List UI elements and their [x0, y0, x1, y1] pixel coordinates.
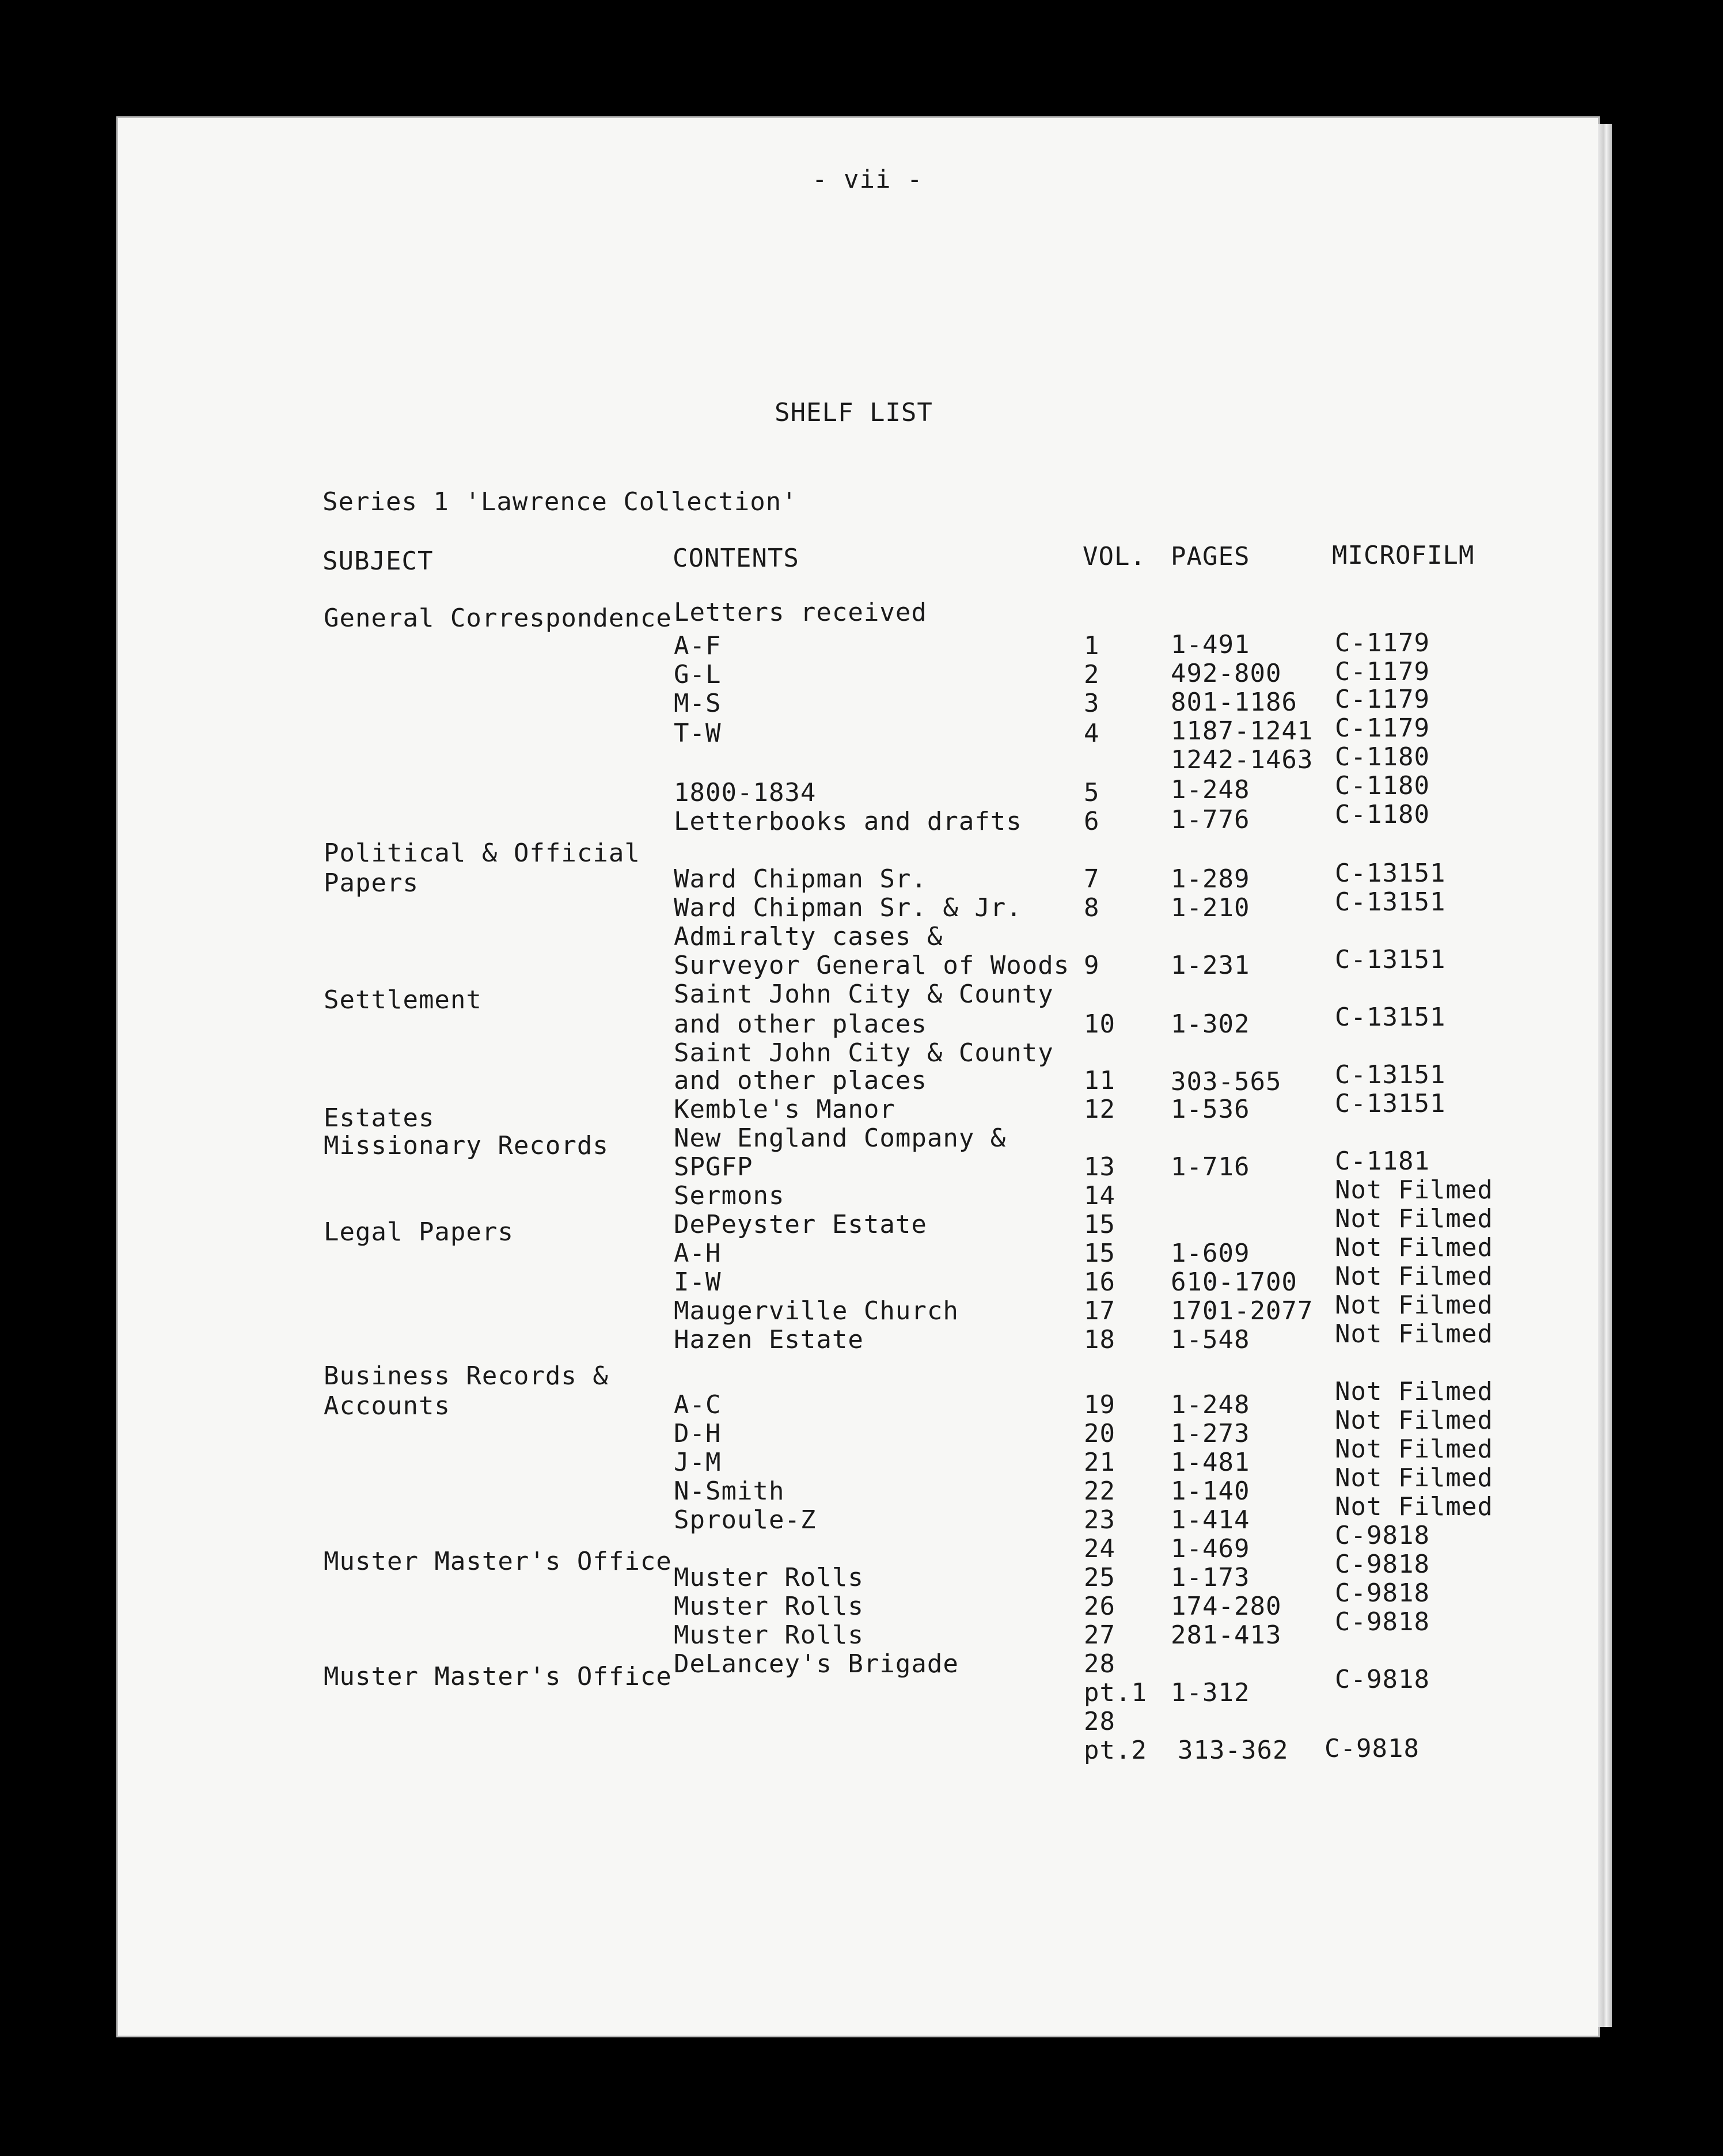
- pages-cell: 1-173: [1171, 1563, 1250, 1592]
- vol-cell: 11: [1084, 1066, 1115, 1095]
- microfilm-cell: C-9818: [1335, 1665, 1430, 1694]
- contents-cell: Muster Rolls: [674, 1563, 864, 1592]
- pages-cell: 1-273: [1171, 1419, 1250, 1448]
- microfilm-cell: C-9818: [1335, 1578, 1430, 1608]
- contents-cell: Surveyor General of Woods: [674, 951, 1070, 980]
- microfilm-cell: C-1180: [1335, 800, 1430, 829]
- microfilm-cell: C-9818: [1335, 1607, 1430, 1637]
- vol-cell: 14: [1084, 1181, 1115, 1210]
- contents-cell: A-F: [674, 631, 722, 661]
- vol-cell: 2: [1084, 660, 1100, 689]
- pages-cell: 1-609: [1171, 1239, 1250, 1268]
- pages-cell: 313-362: [1178, 1736, 1289, 1765]
- column-header-pages: PAGES: [1171, 542, 1250, 571]
- pages-cell: 1-248: [1171, 1390, 1250, 1419]
- pages-cell: 1-776: [1171, 805, 1250, 834]
- subject-cell: Estates: [324, 1103, 435, 1133]
- contents-cell: I-W: [674, 1267, 722, 1297]
- microfilm-cell: C-13151: [1335, 1089, 1446, 1118]
- subject-cell: Missionary Records: [324, 1131, 609, 1160]
- pages-cell: 610-1700: [1171, 1267, 1297, 1297]
- microfilm-cell: C-1179: [1335, 657, 1430, 686]
- microfilm-cell: C-13151: [1335, 1003, 1446, 1032]
- pages-cell: 281-413: [1171, 1620, 1282, 1650]
- vol-cell: 12: [1084, 1095, 1115, 1124]
- page-title: SHELF LIST: [775, 398, 933, 427]
- pages-cell: 1-210: [1171, 893, 1250, 923]
- microfilm-cell: Not Filmed: [1335, 1233, 1493, 1262]
- contents-cell: Ward Chipman Sr. & Jr.: [674, 893, 1022, 923]
- pages-cell: 1-248: [1171, 775, 1250, 804]
- vol-cell: 1: [1084, 631, 1100, 661]
- vol-cell: 7: [1084, 864, 1100, 894]
- vol-cell: 21: [1084, 1448, 1115, 1477]
- microfilm-cell: C-13151: [1335, 1060, 1446, 1090]
- subject-cell: Muster Master's Office: [324, 1547, 672, 1576]
- contents-cell: Kemble's Manor: [674, 1095, 895, 1124]
- microfilm-cell: Not Filmed: [1335, 1463, 1493, 1493]
- microfilm-cell: C-1180: [1335, 742, 1430, 772]
- vol-cell: 10: [1084, 1009, 1115, 1039]
- vol-cell: 15: [1084, 1239, 1115, 1268]
- vol-cell: 18: [1084, 1325, 1115, 1354]
- vol-cell: 28: [1084, 1649, 1115, 1679]
- microfilm-cell: Not Filmed: [1335, 1434, 1493, 1464]
- microfilm-cell: C-13151: [1335, 887, 1446, 917]
- vol-cell: 20: [1084, 1419, 1115, 1448]
- contents-cell: and other places: [674, 1009, 927, 1039]
- contents-cell: Hazen Estate: [674, 1325, 864, 1354]
- microfilm-cell: C-13151: [1335, 945, 1446, 974]
- contents-cell: Maugerville Church: [674, 1296, 959, 1326]
- vol-cell: 13: [1084, 1152, 1115, 1182]
- microfilm-cell: C-1180: [1335, 771, 1430, 800]
- contents-cell: T-W: [674, 719, 722, 748]
- microfilm-cell: C-13151: [1335, 859, 1446, 888]
- pages-cell: 1-140: [1171, 1476, 1250, 1506]
- vol-cell: pt.1: [1084, 1678, 1147, 1707]
- subject-cell: Political & Official: [324, 838, 640, 868]
- microfilm-cell: Not Filmed: [1335, 1377, 1493, 1406]
- contents-cell: N-Smith: [674, 1476, 785, 1506]
- contents-cell: Saint John City & County: [674, 980, 1054, 1009]
- column-header-vol: VOL.: [1083, 542, 1146, 571]
- pages-cell: 303-565: [1171, 1067, 1282, 1096]
- microfilm-cell: C-1181: [1335, 1147, 1430, 1176]
- microfilm-cell: Not Filmed: [1335, 1290, 1493, 1320]
- vol-cell: 6: [1084, 807, 1100, 836]
- contents-cell: Letters received: [674, 598, 927, 627]
- pages-cell: 1-312: [1171, 1678, 1250, 1707]
- vol-cell: 17: [1084, 1296, 1115, 1326]
- contents-cell: and other places: [674, 1066, 927, 1095]
- pages-cell: 1-536: [1171, 1095, 1250, 1124]
- contents-cell: A-C: [674, 1390, 722, 1419]
- contents-cell: Ward Chipman Sr.: [674, 864, 927, 894]
- contents-cell: New England Company &: [674, 1123, 1007, 1153]
- pages-cell: 1-469: [1171, 1534, 1250, 1563]
- column-header-microfilm: MICROFILM: [1332, 541, 1475, 570]
- page-number: - vii -: [812, 165, 923, 194]
- contents-cell: J-M: [674, 1448, 722, 1477]
- pages-cell: 1-548: [1171, 1325, 1250, 1354]
- pages-cell: 1-302: [1171, 1009, 1250, 1039]
- vol-cell: 3: [1084, 689, 1100, 718]
- contents-cell: D-H: [674, 1419, 722, 1448]
- page-stack-edge: [1598, 124, 1612, 2027]
- microfilm-cell: C-9818: [1335, 1550, 1430, 1579]
- contents-cell: Sermons: [674, 1181, 785, 1210]
- microfilm-cell: Not Filmed: [1335, 1175, 1493, 1205]
- contents-cell: A-H: [674, 1239, 722, 1268]
- pages-cell: 1242-1463: [1171, 745, 1314, 775]
- vol-cell: 22: [1084, 1476, 1115, 1506]
- pages-cell: 1-716: [1171, 1152, 1250, 1182]
- microfilm-cell: C-1179: [1335, 628, 1430, 658]
- pages-cell: 1-414: [1171, 1505, 1250, 1535]
- vol-cell: 8: [1084, 893, 1100, 923]
- contents-cell: SPGFP: [674, 1152, 753, 1182]
- vol-cell: pt.2: [1084, 1736, 1147, 1765]
- contents-cell: Muster Rolls: [674, 1592, 864, 1621]
- contents-cell: Saint John City & County: [674, 1038, 1054, 1068]
- microfilm-cell: C-1179: [1335, 685, 1430, 714]
- subject-cell: General Correspondence: [324, 603, 672, 633]
- pages-cell: 1187-1241: [1171, 716, 1314, 746]
- contents-cell: 1800-1834: [674, 778, 817, 807]
- subject-cell: Legal Papers: [324, 1217, 514, 1247]
- vol-cell: 4: [1084, 719, 1100, 748]
- vol-cell: 9: [1084, 951, 1100, 980]
- vol-cell: 28: [1084, 1707, 1115, 1736]
- microfilm-cell: C-9818: [1324, 1734, 1420, 1763]
- column-header-contents: CONTENTS: [673, 544, 799, 573]
- subject-cell: Business Records &: [324, 1361, 609, 1391]
- contents-cell: M-S: [674, 689, 722, 718]
- pages-cell: 1-491: [1171, 630, 1250, 659]
- series-heading: Series 1 'Lawrence Collection': [322, 487, 798, 517]
- subject-cell: Papers: [324, 868, 419, 898]
- vol-cell: 15: [1084, 1210, 1115, 1239]
- microfilm-cell: C-1179: [1335, 713, 1430, 743]
- vol-cell: 23: [1084, 1505, 1115, 1535]
- contents-cell: Admiralty cases &: [674, 922, 943, 951]
- pages-cell: 492-800: [1171, 659, 1282, 688]
- microfilm-cell: Not Filmed: [1335, 1319, 1493, 1349]
- pages-cell: 1701-2077: [1171, 1296, 1314, 1326]
- vol-cell: 19: [1084, 1390, 1115, 1419]
- pages-cell: 801-1186: [1171, 688, 1297, 717]
- subject-cell: Settlement: [324, 985, 482, 1015]
- microfilm-cell: Not Filmed: [1335, 1492, 1493, 1521]
- contents-cell: DeLancey's Brigade: [674, 1649, 959, 1679]
- contents-cell: Letterbooks and drafts: [674, 807, 1022, 836]
- contents-cell: Sproule-Z: [674, 1505, 817, 1535]
- microfilm-cell: C-9818: [1335, 1521, 1430, 1550]
- pages-cell: 1-231: [1171, 951, 1250, 980]
- vol-cell: 26: [1084, 1592, 1115, 1621]
- pages-cell: 174-280: [1171, 1592, 1282, 1621]
- microfilm-cell: Not Filmed: [1335, 1406, 1493, 1435]
- contents-cell: G-L: [674, 660, 722, 689]
- pages-cell: 1-481: [1171, 1448, 1250, 1477]
- vol-cell: 27: [1084, 1620, 1115, 1650]
- pages-cell: 1-289: [1171, 864, 1250, 894]
- contents-cell: Muster Rolls: [674, 1620, 864, 1650]
- microfilm-cell: Not Filmed: [1335, 1204, 1493, 1233]
- subject-cell: Accounts: [324, 1391, 450, 1421]
- microfilm-cell: Not Filmed: [1335, 1262, 1493, 1291]
- vol-cell: 16: [1084, 1267, 1115, 1297]
- subject-cell: Muster Master's Office: [324, 1662, 672, 1691]
- contents-cell: DePeyster Estate: [674, 1210, 927, 1239]
- column-header-subject: SUBJECT: [322, 546, 434, 576]
- vol-cell: 24: [1084, 1534, 1115, 1563]
- vol-cell: 25: [1084, 1563, 1115, 1592]
- vol-cell: 5: [1084, 778, 1100, 807]
